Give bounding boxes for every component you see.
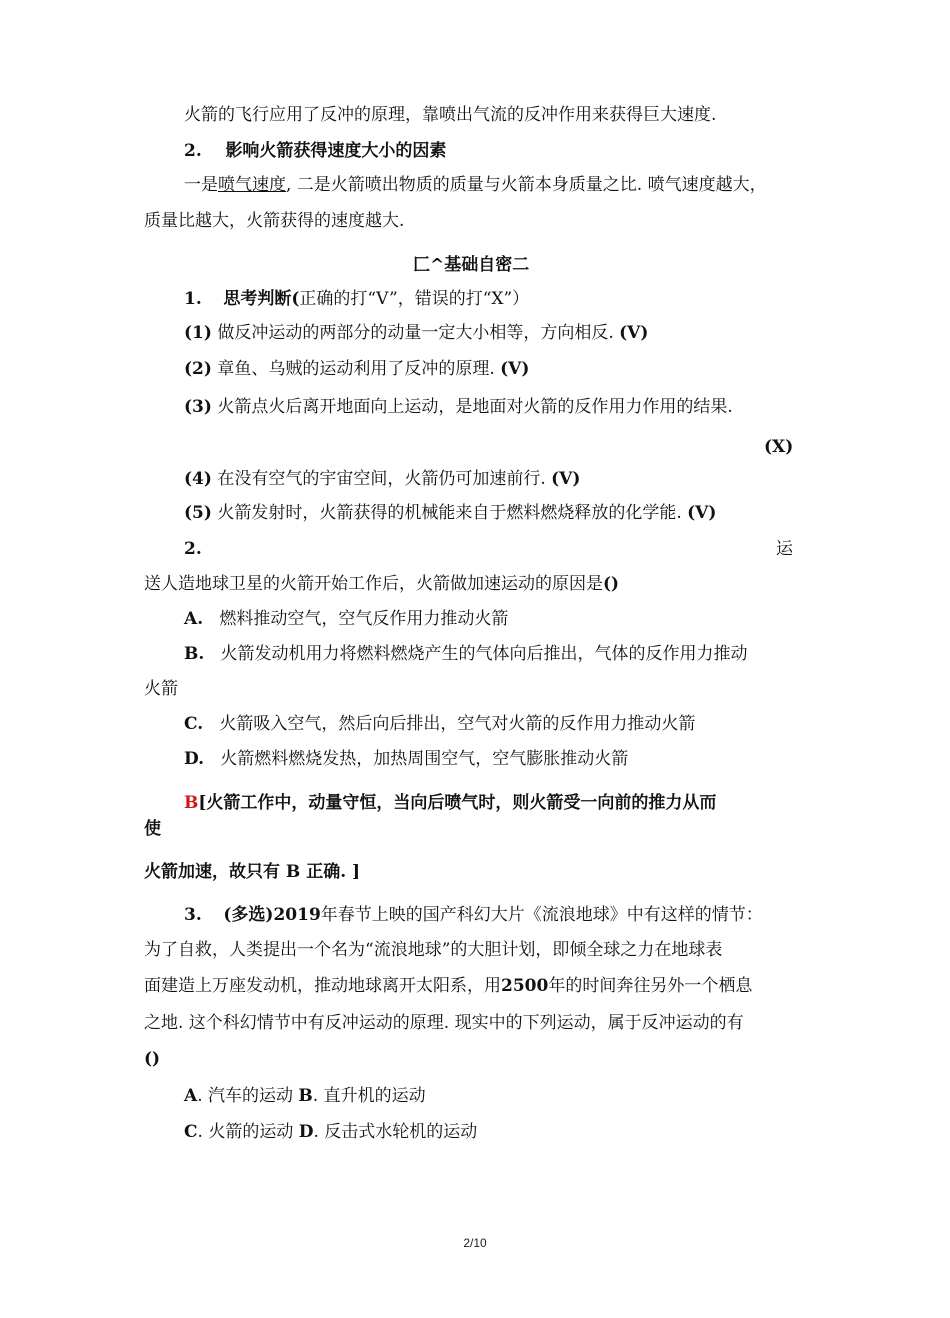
q2-stem-text: 送人造地球卫星的火箭开始工作后，火箭做加速运动的原因是 [144,574,603,594]
factors-paragraph-line1 [184,174,767,196]
factors-heading-num: 2. [184,141,202,161]
q1-item [184,396,733,418]
option-text: . 反击式水轮机的运动 [313,1122,478,1142]
factors-heading [184,140,446,162]
q3-number-2500: 2500 [501,976,549,996]
q3-options-row [184,1085,426,1107]
item-number: (3) [184,397,212,417]
q3-heading [184,904,763,926]
q3-tag: (多选)2019 [223,905,321,925]
q3-text: 面建造上万座发动机，推动地球离开太阳系，用 [144,976,501,996]
option-key: C. [184,714,204,734]
page-number: 2/10 [463,1236,487,1250]
answer-explanation: [火箭工作中，动量守恒，当向后喷气时，则火箭受一向前的推力从而 [198,793,717,813]
q2-option [184,608,508,630]
q2-number: 2. [184,539,202,559]
item-answer-mark: (V) [687,503,717,523]
item-number: (5) [184,503,212,523]
q1-item [184,502,716,524]
q3-text: 年的时间奔往另外一个栖息 [548,976,753,996]
option-key: D [298,1122,314,1142]
q2-stem-end-char: 运 [776,539,793,559]
q2-stem [144,573,619,595]
q1-title-rest: 正确的打“V”，错误的打“X”） [299,289,530,309]
option-text: . 直升机的运动 [312,1086,426,1106]
item-text: 做反冲运动的两部分的动量一定大小相等，方向相反. [217,323,614,343]
item-number: (4) [184,469,212,489]
item-text: 在没有空气的宇宙空间，火箭仍可加速前行. [217,469,546,489]
q2-answer-blank: () [603,574,620,594]
section-title: 匚^基础自密二 [413,255,530,275]
q3-text: 年春节上映的国产科幻大片《流浪地球》中有这样的情节： [320,905,763,925]
item-number: (2) [184,359,212,379]
option-text: 火箭燃料燃烧发热，加热周围空气，空气膨胀推动火箭 [220,749,629,769]
q1-item [184,322,648,344]
item-answer-mark: (X) [764,437,794,457]
option-text: 火箭发动机用力将燃料燃烧产生的气体向后推出，气体的反作用力推动 [220,644,748,664]
factors-text: , 二是火箭喷出物质的质量与火箭本身质量之比. 喷气速度越大， [286,175,767,195]
factors-heading-text: 影响火箭获得速度大小的因素 [225,141,447,161]
answer-explanation-line3: 火箭加速，故只有 B 正确. ] [144,862,361,882]
factors-text: 一是 [184,175,218,195]
q3-number: 3. [184,905,202,925]
option-text: 火箭吸入空气，然后向后排出，空气对火箭的反作用力推动火箭 [219,714,696,734]
underlined-term: 喷气速度 [218,175,286,195]
answer-letter: B [184,793,199,813]
option-text: 燃料推动空气，空气反作用力推动火箭 [219,609,509,629]
option-text: . 汽车的运动 [197,1086,294,1106]
q3-line: 为了自救，人类提出一个名为“流浪地球”的大胆计划，即倾全球之力在地球表 [144,940,723,960]
option-text: . 火箭的运动 [197,1122,294,1142]
item-text: 章鱼、乌贼的运动利用了反冲的原理. [217,359,495,379]
item-answer-mark: (V) [500,359,530,379]
intro-line: 火箭的飞行应用了反冲的原理，靠喷出气流的反冲作用来获得巨大速度. [184,105,717,125]
option-key: C [184,1122,198,1142]
q3-answer-blank: () [144,1049,161,1069]
item-answer-mark: (V) [619,323,649,343]
option-key: D. [184,749,205,769]
item-text: 火箭发射时，火箭获得的机械能来自于燃料燃烧释放的化学能. [217,503,682,523]
option-key: A [184,1086,198,1106]
q2-option-continued: 火箭 [144,679,178,699]
q2-option [184,713,695,735]
answer-explanation-line2: 使 [144,819,161,839]
option-key: B [298,1086,313,1106]
option-key: B. [184,644,205,664]
q3-line: 之地. 这个科幻情节中有反冲运动的原理. 现实中的下列运动，属于反冲运动的有 [144,1013,744,1033]
q1-item [184,468,580,490]
factors-paragraph-line2: 质量比越大，火箭获得的速度越大. [144,211,405,231]
q1-item [184,358,529,380]
q1-heading [184,288,529,310]
q3-line [144,975,752,997]
option-key: A. [184,609,204,629]
q2-option [184,643,748,665]
item-answer-mark: (V) [551,469,581,489]
q1-number: 1. [184,289,202,309]
q2-answer [184,792,716,814]
q1-title: 思考判断( [223,289,300,309]
item-number: (1) [184,323,212,343]
q2-option [184,748,628,770]
q3-options-row [184,1121,477,1143]
item-text: 火箭点火后离开地面向上运动，是地面对火箭的反作用力作用的结果. [217,397,733,417]
